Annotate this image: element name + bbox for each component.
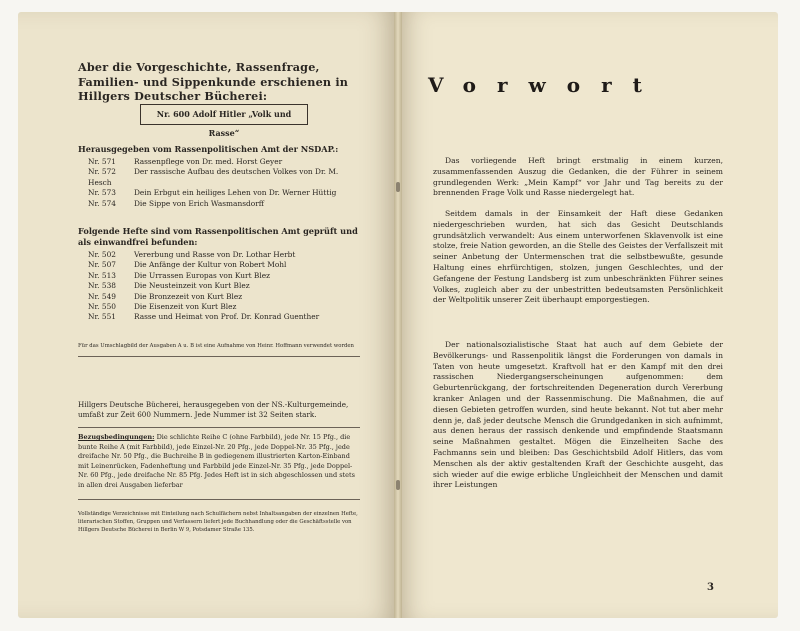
section2	[78, 226, 360, 323]
conditions-text: Die schlichte Reihe C (ohne Farbbild), jede Nr. 15 Pfg., die bunte Reihe A (mit Farbbild), jede Einzel-Nr. 20 Pfg., jede Doppel-Nr. 35 Pfg., jede dreifache Nr. 50 Pfg., die Buchreihe B in gediegenem illustrierten Karton-Einband mit Leinenrücken, Fadenheftung und Farbbild jede Einzel-Nr. 35 Pfg., jede Doppel-Nr. 60 Pfg., jede dreifache Nr. 85 Pfg. Jedes Heft ist in sich abgeschlossen und stets in allen drei Ausgaben lieferbar	[78, 433, 355, 489]
left-intro-text: Aber die Vorgeschichte, Rassenfrage, Familien- und Sippenkunde erschienen in Hillgers Deutscher Bücherei:	[78, 60, 349, 103]
section1	[78, 144, 360, 209]
divider	[78, 427, 360, 428]
staple	[396, 480, 400, 490]
divider	[78, 499, 360, 500]
divider	[78, 356, 360, 357]
paragraph: Das vorliegende Heft bringt erstmalig in einem kurzen, zusammenfassenden Auszug die Gedanken, die der Führer in seinem grundlegenden Werk: „Mein Kampf“ vor Jahr und Tag bereits zu der brennenden Frage Volk und Rasse niedergelegt hat.	[433, 156, 723, 198]
section1-list	[88, 157, 360, 209]
publisher-note: Hillgers Deutsche Bücherei, herausgegeben von der NS.-Kulturgemeinde, umfaßt zur Zeit 600 Nummern. Jede Nummer ist 32 Seiten stark.	[78, 400, 349, 420]
list-item: Nr. 572 Der rassische Aufbau des deutschen Volkes von Dr. M. Hesch	[88, 167, 339, 187]
booklet-spine	[394, 12, 402, 618]
right-page	[398, 12, 778, 618]
section2-list	[88, 250, 360, 323]
paragraph: Seitdem damals in der Einsamkeit der Haft diese Gedanken niedergeschrieben wurden, hat sich das Gesicht Deutschlands grundsätzlich verwandelt: Aus einem unterworfenen Sklavenvolk ist eine stolze, freie Nation geworden, an die Stelle des Geistes der Verfallszeit mit seiner Anbetung der Untermenschen trat die selbstbewußte, gesunde Haltung eines ehrfürchtigen, stolzen, jungen Geschlechtes, und der Gefangene der Festung Landsberg ist zum unbeschränkten Führer seines Volkes, zugleich aber zu der unbestritten bedeutsamsten Persönlichkeit der Weltpolitik unserer Zeit überhaupt emporgestiegen.	[433, 209, 723, 305]
conditions-label: Bezugsbedingungen:	[78, 433, 155, 441]
list-item: Nr. 551 Rasse und Heimat von Prof. Dr. Konrad Guenther	[88, 312, 320, 322]
staple	[396, 182, 400, 192]
list-item: Nr. 574 Die Sippe von Erich Wasmansdorff	[88, 198, 264, 208]
purchase-conditions	[78, 433, 360, 491]
page-number: 3	[707, 582, 714, 593]
list-item: Nr. 507 Die Anfänge der Kultur von Robert Mohl	[88, 260, 287, 270]
list-item: Nr. 550 Die Eisenzeit von Kurt Blez	[88, 302, 237, 312]
section2-title: Folgende Hefte sind vom Rassenpolitischen Amt geprüft und als einwandfrei befunden:	[78, 226, 358, 247]
list-item: Nr. 571 Rassenpflege von Dr. med. Horst Geyer	[88, 157, 283, 166]
list-item: Nr. 513 Die Urrassen Europas von Kurt Blez	[88, 270, 270, 280]
section1-title: Herausgegeben vom Rassenpolitischen Amt der NSDAP.:	[78, 144, 339, 154]
footer-note: Vollständige Verzeichnisse mit Einteilung nach Schulfächern nebst Inhaltsangaben der einzelnen Hefte, literarischen Stoffen, Gruppen und Verfassern liefert jede Buchhandlung oder die Geschäftsstelle von Hillgers Deutsche Bücherei in Berlin W 9, Potsdamer Straße 135.	[78, 511, 358, 533]
paragraph: Der nationalsozialistische Staat hat auch auf dem Gebiete der Bevölkerungs- und Rassenpolitik längst die Forderungen von damals in Taten von heute umgesetzt. Kraftvoll hat er den Kampf mit den drei rassischen Niedergangserscheinungen aufgenommen: dem Geburtenrückgang, der fortschreitenden Degeneration durch Vererbung kranker Anlagen und der Rassenmischung. Die Maßnahmen, die auf diesen Gebieten getroffen wurden, sind heute bekannt. Not tut aber mehr denn je, daß jeder deutsche Mensch die Grundgedanken in sich aufnimmt, aus denen heraus der rassisch denkende und empfindende Staatsmann seine Maßnahmen gestaltet. Mögen die Einzelheiten Sache des Fachmanns sein und bleiben: Das Geschichtsbild Adolf Hitlers, das vom Menschen als der aktiv gestaltenden Kraft der Geschichte ausgeht, das sich wieder auf die ewige erbliche Ungleichheit der Menschen und damit ihrer Leistungen	[433, 340, 723, 490]
highlight-box-title: Nr. 600 Adolf Hitler „Volk und Rasse“	[140, 104, 308, 125]
list-item: Nr. 538 Die Neusteinzeit von Kurt Blez	[88, 281, 250, 291]
cover-image-note: Für das Umschlagbild der Ausgaben A u. B ist eine Aufnahme von Heinr. Hoffmann verwendet worden	[78, 343, 354, 349]
list-item: Nr. 549 Die Bronzezeit von Kurt Blez	[88, 291, 243, 301]
list-item: Nr. 502 Vererbung und Rasse von Dr. Lothar Herbt	[88, 250, 296, 259]
page-title: Vorwort	[428, 73, 663, 97]
list-item: Nr. 573 Dein Erbgut ein heiliges Lehen von Dr. Werner Hüttig	[88, 188, 337, 198]
